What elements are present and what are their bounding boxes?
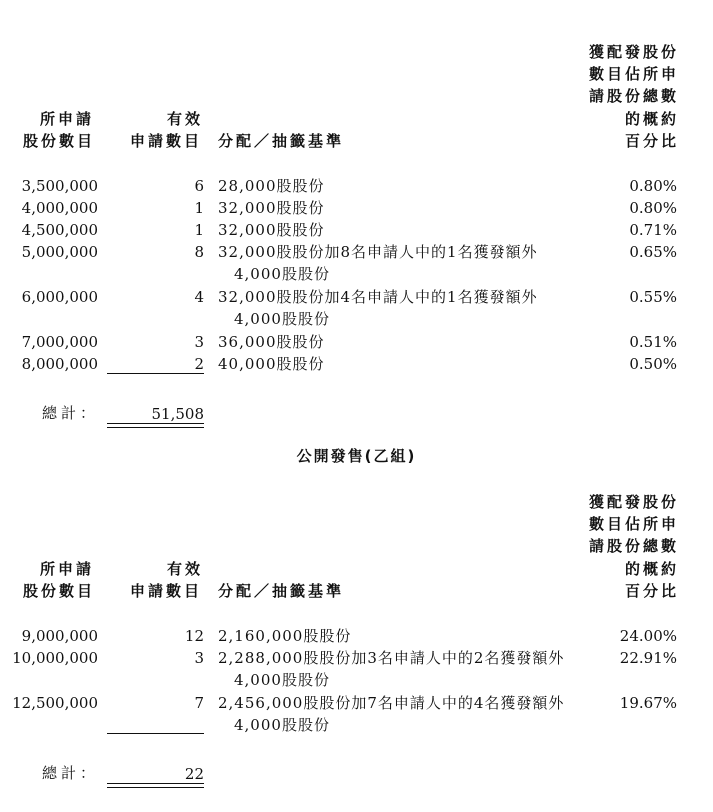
table-row-apps: 4 [194,288,204,306]
table-row-shares: 4,000,000 [21,199,98,217]
header-pct-line4: 的概約 [624,110,679,128]
header-valid-apps-line2: 申請數目 [130,582,203,600]
table-row-pct: 0.55% [629,288,677,306]
table-row-basis: 2,456,000股股份加7名申請人中的4名獲發額外4,000股股份 [218,694,565,734]
table-row-basis: 28,000股股份 [218,177,325,195]
header-pct-line1: 獲配發股份 [588,493,679,511]
table-row-pct: 0.50% [629,355,677,373]
table-row-apps: 1 [194,221,204,239]
table-row-apps: 6 [194,177,204,195]
pool-b-title: 公開發售(乙組) [296,447,417,465]
header-valid-apps-line1: 有效 [167,110,204,128]
table-row-basis: 2,160,000股股份 [218,627,352,645]
header-pct-line2: 數目佔所申 [588,515,679,533]
header-pct-line1: 獲配發股份 [588,43,679,61]
header-shares-applied-line1: 所申請 [40,110,95,128]
table-row-basis: 32,000股股份 [218,199,325,217]
header-basis: 分配／抽籤基準 [218,132,345,150]
table-row-basis: 32,000股股份加4名申請人中的1名獲發額外4,000股股份 [218,288,538,328]
total-label: 總計： [42,764,100,782]
table-row-basis: 36,000股股份 [218,333,325,351]
total-label: 總計： [42,404,100,422]
table-row-shares: 8,000,000 [21,355,98,373]
table-row-apps: 7 [194,694,204,712]
table-row-pct: 0.80% [629,199,677,217]
table-row-shares: 10,000,000 [12,649,98,667]
total-value: 22 [184,765,204,783]
table-row-shares: 4,500,000 [21,221,98,239]
subtotal-rule [107,373,204,374]
header-shares-applied-line1: 所申請 [40,560,95,578]
table-row-shares: 5,000,000 [21,243,98,261]
table-row-shares: 9,000,000 [21,627,98,645]
table-row-pct: 0.80% [629,177,677,195]
table-row-basis: 32,000股股份加8名申請人中的1名獲發額外4,000股股份 [218,243,538,283]
total-double-rule [107,783,204,788]
table-row-pct: 22.91% [619,649,677,667]
total-value: 51,508 [151,405,204,423]
header-basis: 分配／抽籤基準 [218,582,345,600]
table-row-apps: 2 [194,355,204,373]
table-row-basis: 40,000股股份 [218,355,325,373]
table-row-shares: 3,500,000 [21,177,98,195]
table-row-shares: 6,000,000 [21,288,98,306]
header-pct-line4: 的概約 [624,560,679,578]
header-pct-line3: 請股份總數 [588,537,679,555]
table-row-shares: 7,000,000 [21,333,98,351]
header-pct-line5: 百分比 [624,132,679,150]
subtotal-rule [107,733,204,734]
header-shares-applied-line2: 股份數目 [23,582,96,600]
header-pct-line3: 請股份總數 [588,87,679,105]
table-row-pct: 0.71% [629,221,677,239]
header-valid-apps-line1: 有效 [167,560,204,578]
table-row-apps: 1 [194,199,204,217]
header-shares-applied-line2: 股份數目 [23,132,96,150]
table-row-basis: 2,288,000股股份加3名申請人中的2名獲發額外4,000股股份 [218,649,565,689]
header-valid-apps-line2: 申請數目 [130,132,203,150]
header-pct-line5: 百分比 [624,582,679,600]
header-pct-line2: 數目佔所申 [588,65,679,83]
table-row-basis: 32,000股股份 [218,221,325,239]
table-row-apps: 12 [184,627,204,645]
table-row-shares: 12,500,000 [12,694,98,712]
total-double-rule [107,423,204,428]
table-row-apps: 3 [194,649,204,667]
table-row-pct: 19.67% [619,694,677,712]
table-row-pct: 0.51% [629,333,677,351]
table-row-apps: 8 [194,243,204,261]
table-row-pct: 24.00% [619,627,677,645]
table-row-apps: 3 [194,333,204,351]
table-row-pct: 0.65% [629,243,677,261]
